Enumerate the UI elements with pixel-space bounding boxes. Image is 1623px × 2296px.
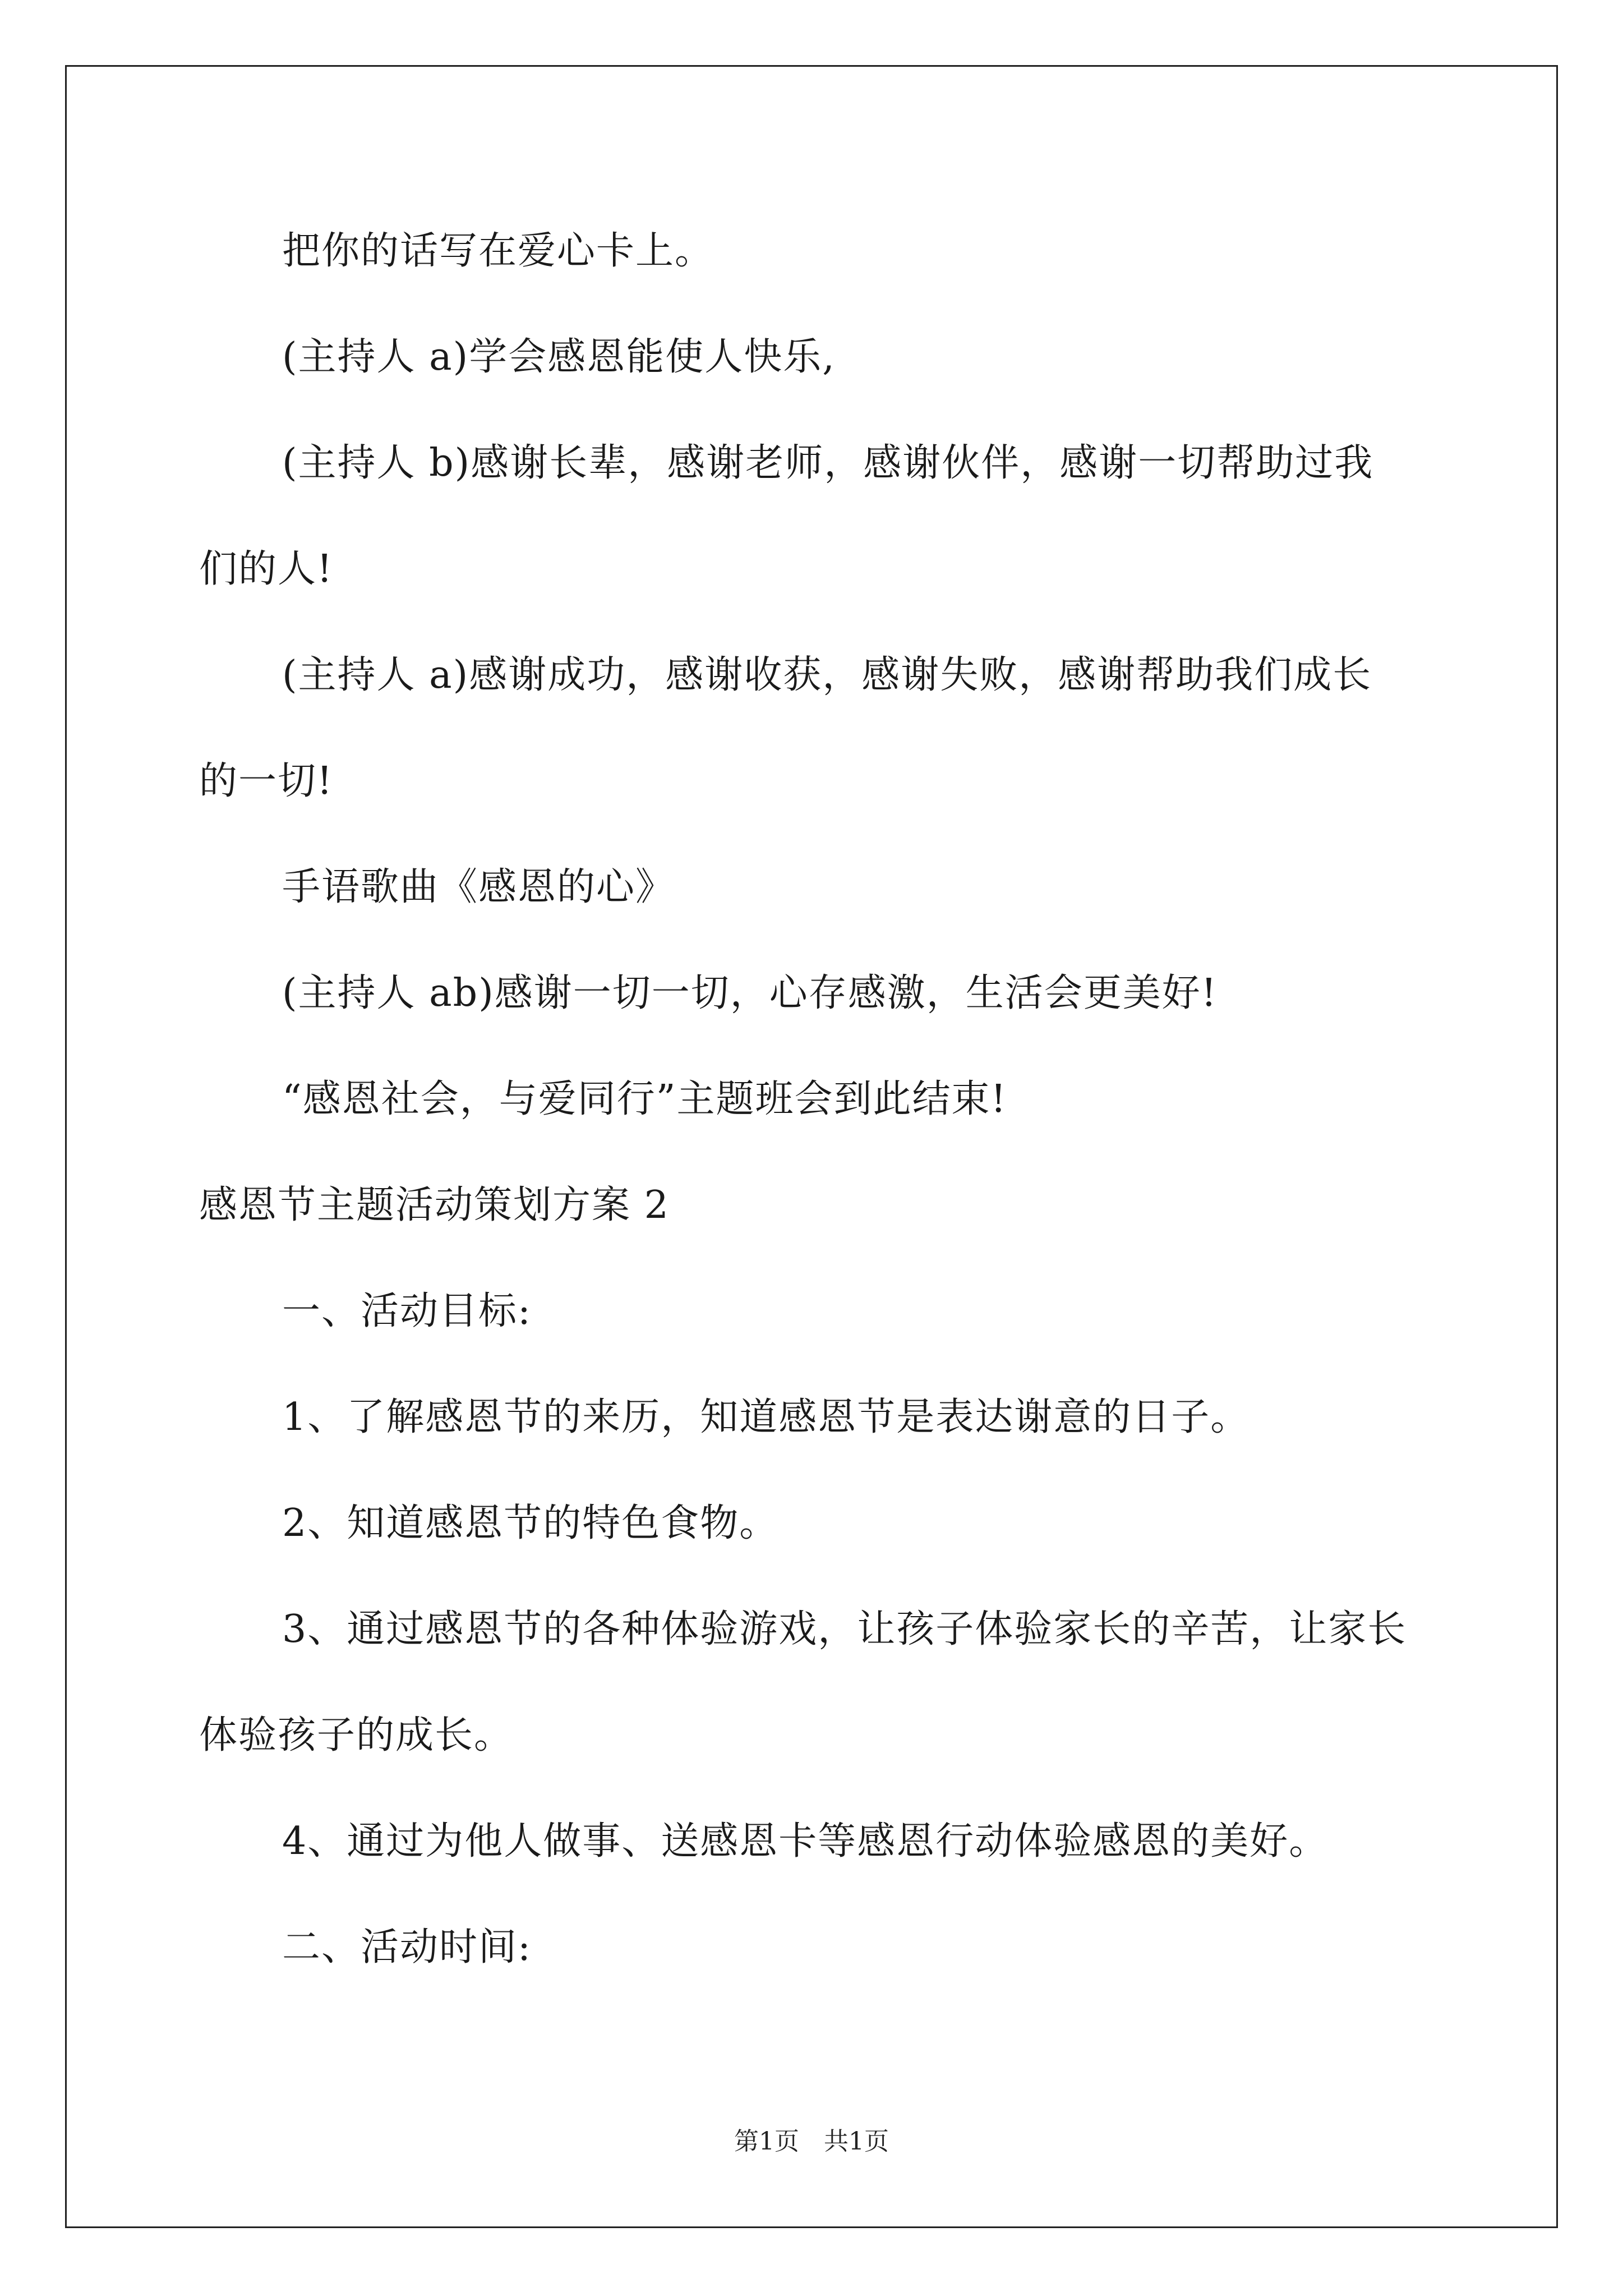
text-line: (主持人 a)学会感恩能使人快乐, [282,335,836,379]
text-line: 一、活动目标: [282,1289,532,1333]
text-line: “感恩社会，与爱同行”主题班会到此结束! [282,1077,1007,1121]
text-line: 手语歌曲《感恩的心》 [282,865,675,909]
text-line: 把你的话写在爱心卡上。 [282,229,714,273]
text-line: (主持人 ab)感谢一切一切，心存感激，生活会更美好! [282,971,1218,1015]
text-line: 2、知道感恩节的特色食物。 [282,1501,779,1545]
page-frame [65,65,1558,2228]
text-line: (主持人 b)感谢长辈，感谢老师，感谢伙伴，感谢一切帮助过我 [282,441,1374,485]
text-line: 体验孩子的成长。 [199,1713,514,1757]
text-line: (主持人 a)感谢成功，感谢收获，感谢失败，感谢帮助我们成长 [282,653,1372,697]
text-line: 二、活动时间: [282,1925,532,1970]
text-line: 1、了解感恩节的来历，知道感恩节是表达谢意的日子。 [282,1395,1250,1439]
page-number: 第1页 共1页 [734,2127,889,2156]
section-heading: 感恩节主题活动策划方案 2 [199,1183,670,1227]
text-line: 4、通过为他人做事、送感恩卡等感恩行动体验感恩的美好。 [282,1819,1329,1864]
text-line: 的一切! [199,759,334,803]
text-line: 们的人! [199,547,334,591]
text-line: 3、通过感恩节的各种体验游戏，让孩子体验家长的辛苦，让家长 [282,1607,1407,1651]
